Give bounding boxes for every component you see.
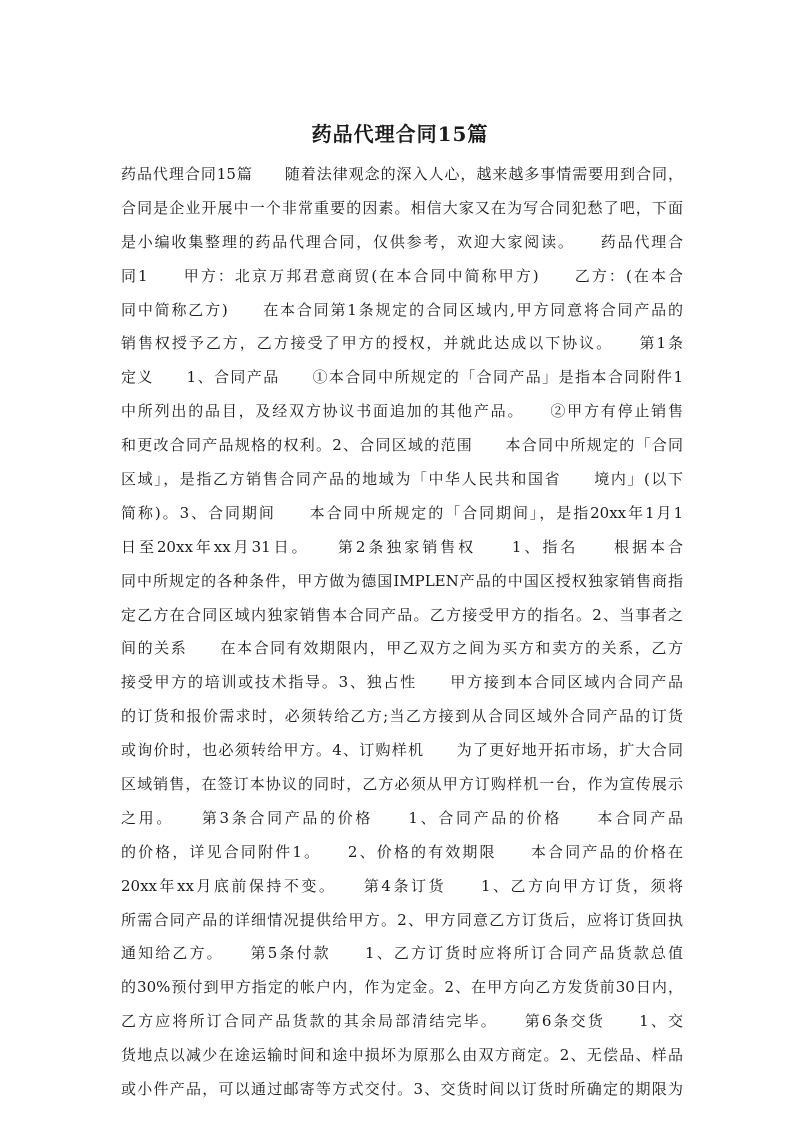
body-line: 药品代理合同15篇 随着法律观念的深入人心，越来越多事情需要用到合同， — [121, 165, 683, 183]
body-line: 接受甲方的培训或技术指导。3、独占性 甲方接到本合同区域内合同产品 — [121, 673, 683, 692]
body-line: 通知给乙方。 第5条付款 1、乙方订货时应将所订合同产品货款总值 — [121, 944, 683, 963]
body-line: 的订货和报价需求时，必须转给乙方;当乙方接到从合同区域外合同产品的订货 — [121, 707, 683, 726]
body-line: 或询价时，也必须转给甲方。4、订购样机 为了更好地开拓市场，扩大合同 — [121, 741, 683, 760]
body-line: 同中所规定的各种条件，甲方做为德国IMPLEN产品的中国区授权独家销售商指 — [121, 571, 683, 590]
body-line: 和更改合同产品规格的权利。2、合同区域的范围 本合同中所规定的「合同 — [121, 436, 683, 455]
document-body — [121, 158, 683, 1107]
body-line: 同1 甲方：北京万邦君意商贸(在本合同中简称甲方) 乙方：(在本合 — [121, 266, 683, 285]
body-line: 日至20xx年xx月31日。 第2条独家销售权 1、指名 根据本合 — [121, 537, 683, 556]
body-line: 或小件产品，可以通过邮寄等方式交付。3、交货时间以订货时所确定的期限为 — [121, 1080, 683, 1099]
body-line: 间的关系 在本合同有效期限内，甲乙双方之间为买方和卖方的关系，乙方 — [121, 639, 683, 658]
body-line: 定义 1、合同产品 ①本合同中所规定的「合同产品」是指本合同附件1 — [121, 368, 683, 387]
body-line: 区域销售，在签订本协议的同时，乙方必须从甲方订购样机一台，作为宣传展示 — [121, 775, 683, 794]
body-line: 之用。 第3条合同产品的价格 1、合同产品的价格 本合同产品 — [121, 808, 683, 827]
body-line: 所需合同产品的详细情况提供给甲方。2、甲方同意乙方订货后，应将订货回执 — [121, 910, 683, 929]
body-line: 20xx年xx月底前保持不变。 第4条订货 1、乙方向甲方订货，须将 — [121, 876, 683, 895]
body-line: 销售权授予乙方，乙方接受了甲方的授权，并就此达成以下协议。 第1条 — [121, 334, 683, 353]
body-line: 中所列出的品目，及经双方协议书面追加的其他产品。 ②甲方有停止销售 — [121, 402, 683, 421]
body-line: 货地点以减少在途运输时间和途中损坏为原那么由双方商定。2、无偿品、样品 — [121, 1046, 683, 1065]
body-line: 同中简称乙方) 在本合同第1条规定的合同区域内,甲方同意将合同产品的 — [121, 300, 683, 319]
body-line: 定乙方在合同区域内独家销售本合同产品。乙方接受甲方的指名。2、当事者之 — [121, 605, 683, 624]
body-line: 的30%预付到甲方指定的帐户内，作为定金。2、在甲方向乙方发货前30日内， — [121, 978, 683, 997]
body-line: 乙方应将所订合同产品货款的其余局部清结完毕。 第6条交货 1、交 — [121, 1012, 683, 1031]
body-line: 合同是企业开展中一个非常重要的因素。相信大家又在为写合同犯愁了吧，下面 — [121, 198, 683, 217]
document-title: 药品代理合同15篇 — [311, 122, 489, 146]
body-line: 是小编收集整理的药品代理合同，仅供参考，欢迎大家阅读。 药品代理合 — [121, 232, 683, 251]
body-line: 简称)。3、合同期间 本合同中所规定的「合同期间」，是指20xx年1月1 — [121, 503, 683, 522]
body-line: 区域」，是指乙方销售合同产品的地域为「中华人民共和国省 境内」(以下 — [121, 470, 683, 489]
body-line: 的价格，详见合同附件1。 2、价格的有效期限 本合同产品的价格在 — [121, 842, 683, 861]
